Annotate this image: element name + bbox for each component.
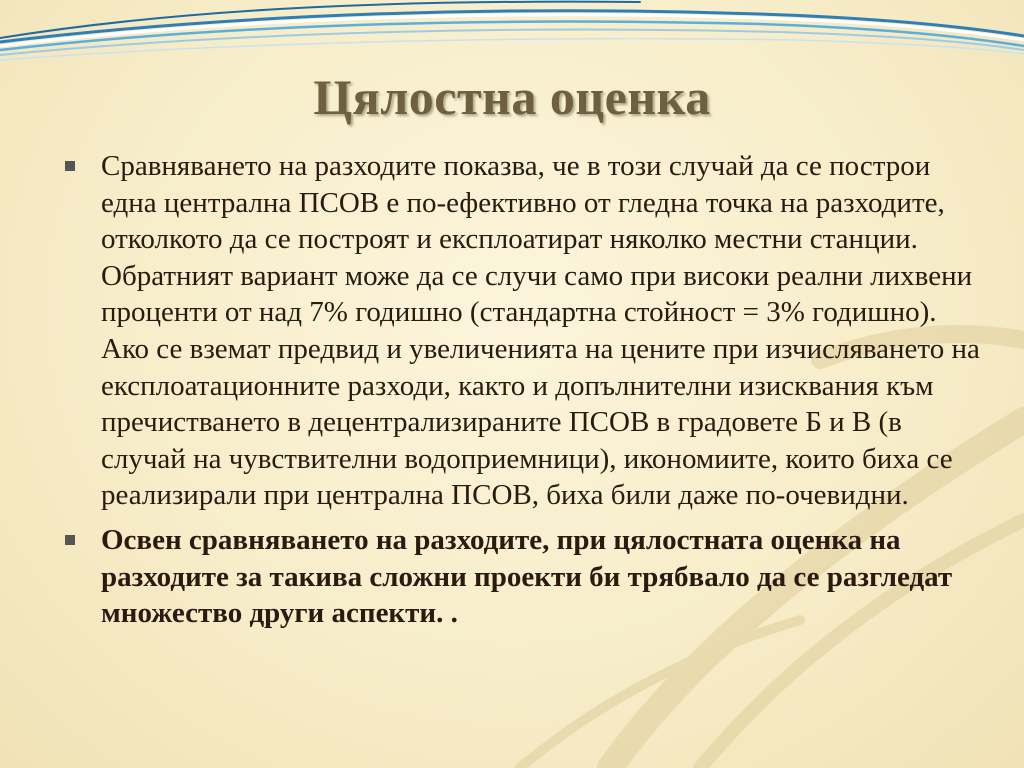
square-bullet-icon <box>65 535 75 545</box>
bullet-item <box>60 148 980 514</box>
bullet-item <box>60 522 980 632</box>
slide-title: Цялостна оценка <box>313 69 711 125</box>
bullet-text: Освен сравняването на разходите, при цялостната оценка на разходите за такива сложни проекти би трябвало да се разгледат множество други аспекти. . <box>101 523 953 630</box>
bullet-text: Сравняването на разходите показва, че в този случай да се построи една централна ПСОВ е по-ефективно от гледна точка на разходите, отколкото да се построят и експлоатират няколко местни станции. Обратният вариант може да се случи само при високи реални лихвени проценти от над 7% годишно (стандартна стойност = 3% годишно). Ако се вземат предвид и увеличенията на цените при изчисляването на експлоатационните разходи, както и допълнителни изисквания към пречистването в децентрализираните ПСОВ в градовете Б и В (в случай на чувствителни водоприемници), икономиите, които биха се реализирали при централна ПСОВ, биха били даже по-очевидни. <box>101 150 980 512</box>
bullet-list <box>60 148 980 632</box>
top-wave-ribbons <box>0 2 1024 60</box>
square-bullet-icon <box>65 161 75 171</box>
